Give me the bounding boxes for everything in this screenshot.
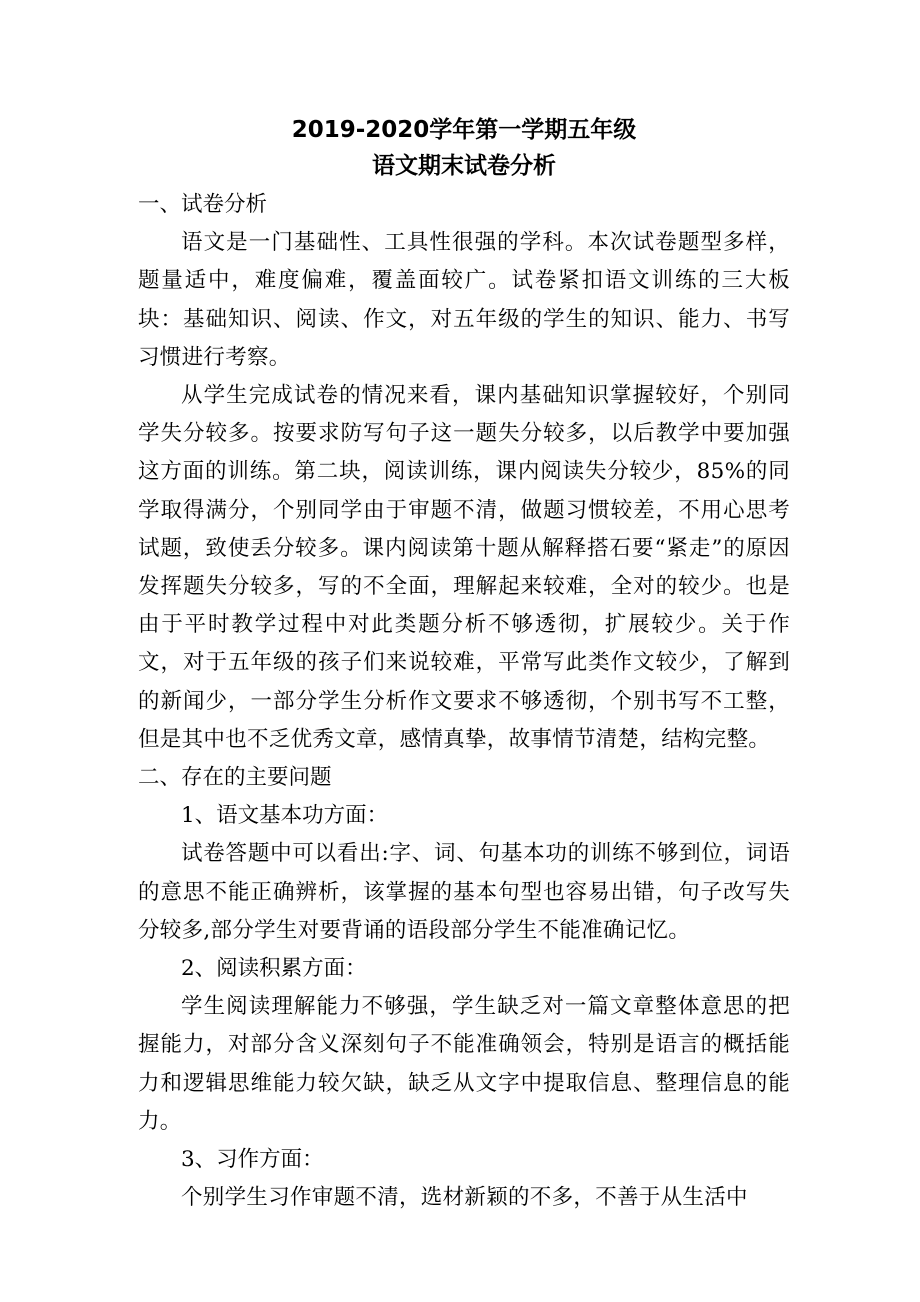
document-title-line-2: 语文期末试卷分析 bbox=[372, 153, 556, 179]
document-title-line-1: 2019-2020学年第一学期五年级 bbox=[291, 117, 637, 143]
section-2-paragraph-1: 试卷答题中可以看出:字、词、句基本功的训练不够到位，词语的意思不能正确辨析，该掌握的基本句型也容易出错，句子改写失分较多,部分学生对要背诵的语段部分学生不能准确记忆。 bbox=[138, 841, 790, 943]
section-1-heading: 一、试卷分析 bbox=[138, 192, 268, 217]
section-2-subheading-3: 3、习作方面： bbox=[181, 1147, 324, 1173]
section-1-paragraph-2: 从学生完成试卷的情况来看，课内基础知识掌握较好，个别同学失分较多。按要求防写句子这一题失分较多，以后教学中要加强这方面的训练。第二块，阅读训练，课内阅读失分较少，85%的同学取得满分，个别同学由于审题不清，做题习惯较差，不用心思考试题，致使丢分较多。课内阅读第十题从解释搭石要“紧走”的原因发挥题失分较多，写的不全面，理解起来较难，全对的较少。也是由于平时教学过程中对此类题分析不够透彻，扩展较少。关于作文，对于五年级的孩子们来说较难，平常写此类作文较少，了解到的新闻少，一部分学生分析作文要求不够透彻，个别书写不工整，但是其中也不乏优秀文章，感情真挚，故事情节清楚，结构完整。 bbox=[138, 383, 790, 752]
section-2-paragraph-2: 学生阅读理解能力不够强，学生缺乏对一篇文章整体意思的把握能力，对部分含义深刻句子不能准确领会，特别是语言的概括能力和逻辑思维能力较欠缺，缺乏从文字中提取信息、整理信息的能力。 bbox=[138, 994, 790, 1134]
section-2-paragraph-3: 个别学生习作审题不清，选材新颖的不多，不善于从生活中 bbox=[181, 1185, 748, 1211]
section-1-paragraph-1: 语文是一门基础性、工具性很强的学科。本次试卷题型多样，题量适中，难度偏难，覆盖面较广。试卷紧扣语文训练的三大板块：基础知识、阅读、作文，对五年级的学生的知识、能力、书写习惯进行考察。 bbox=[138, 230, 790, 370]
section-2-subheading-2: 2、阅读积累方面： bbox=[181, 956, 367, 982]
document-page bbox=[138, 112, 790, 1217]
section-2-heading: 二、存在的主要问题 bbox=[138, 765, 332, 791]
section-2-subheading-1: 1、语文基本功方面： bbox=[181, 803, 389, 829]
